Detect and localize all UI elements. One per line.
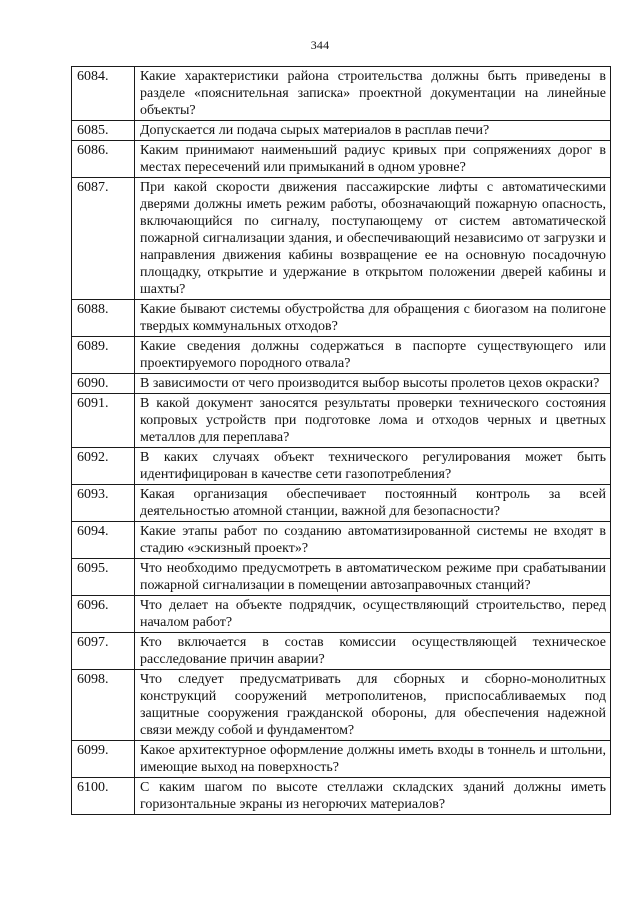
table-row <box>72 596 611 633</box>
question-text: Какая организация обеспечивает постоянный контроль за всей деятельностью атомной станции, важной для безопасности? <box>135 485 611 522</box>
question-text: Что делает на объекте подрядчик, осуществляющий строительство, перед началом работ? <box>135 596 611 633</box>
question-number: 6089. <box>72 337 135 374</box>
question-text: С каким шагом по высоте стеллажи складских зданий должны иметь горизонтальные экраны из негорючих материалов? <box>135 778 611 815</box>
question-number: 6098. <box>72 670 135 741</box>
question-text: Допускается ли подача сырых материалов в расплав печи? <box>135 121 611 141</box>
page-number: 344 <box>310 38 330 52</box>
table-row <box>72 633 611 670</box>
question-text: Что следует предусматривать для сборных и сборно-монолитных конструкций сооружений метрополитенов, приспосабливаемых под защитные сооружения гражданской обороны, для обеспечения надежной связи между собой и фундаментом? <box>135 670 611 741</box>
table-row <box>72 394 611 448</box>
table-row <box>72 485 611 522</box>
question-number: 6094. <box>72 522 135 559</box>
question-number: 6096. <box>72 596 135 633</box>
question-text: Какие характеристики района строительства должны быть приведены в разделе «пояснительная записка» проектной документации на линейные объекты? <box>135 67 611 121</box>
question-number: 6090. <box>72 374 135 394</box>
question-text: Кто включается в состав комиссии осуществляющей техническое расследование причин аварии? <box>135 633 611 670</box>
table-row <box>72 121 611 141</box>
question-number: 6088. <box>72 300 135 337</box>
question-number: 6093. <box>72 485 135 522</box>
question-text: Каким принимают наименьший радиус кривых при сопряжениях дорог в местах пересечений или примыканий в одном уровне? <box>135 141 611 178</box>
table-row <box>72 670 611 741</box>
questions-table-body <box>72 67 611 815</box>
table-row <box>72 522 611 559</box>
question-number: 6092. <box>72 448 135 485</box>
table-row <box>72 337 611 374</box>
question-number: 6086. <box>72 141 135 178</box>
question-number: 6084. <box>72 67 135 121</box>
table-row <box>72 178 611 300</box>
question-number: 6091. <box>72 394 135 448</box>
question-number: 6097. <box>72 633 135 670</box>
question-text: В какой документ заносятся результаты проверки технического состояния копровых устройств при подготовке лома и отходов черных и цветных металлов для переплава? <box>135 394 611 448</box>
question-text: Какие бывают системы обустройства для обращения с биогазом на полигоне твердых коммунальных отходов? <box>135 300 611 337</box>
question-number: 6095. <box>72 559 135 596</box>
question-text: Какое архитектурное оформление должны иметь входы в тоннель и штольни, имеющие выход на поверхность? <box>135 741 611 778</box>
table-row <box>72 741 611 778</box>
questions-table <box>71 66 611 815</box>
question-text: Какие этапы работ по созданию автоматизированной системы не входят в стадию «эскизный проект»? <box>135 522 611 559</box>
table-row <box>72 374 611 394</box>
question-number: 6099. <box>72 741 135 778</box>
question-text: Какие сведения должны содержаться в паспорте существующего или проектируемого породного отвала? <box>135 337 611 374</box>
table-row <box>72 559 611 596</box>
question-text: В каких случаях объект технического регулирования может быть идентифицирован в качестве сети газопотребления? <box>135 448 611 485</box>
question-text: Что необходимо предусмотреть в автоматическом режиме при срабатывании пожарной сигнализации в помещении автозаправочных станций? <box>135 559 611 596</box>
table-row <box>72 448 611 485</box>
question-number: 6085. <box>72 121 135 141</box>
table-row <box>72 778 611 815</box>
question-number: 6087. <box>72 178 135 300</box>
table-row <box>72 141 611 178</box>
question-number: 6100. <box>72 778 135 815</box>
table-row <box>72 67 611 121</box>
question-text: При какой скорости движения пассажирские лифты с автоматическими дверями должны иметь режим работы, обозначающий пожарную опасность, включающийся по сигналу, поступающему от систем автоматической пожарной сигнализации здания, и обеспечивающий независимо от загрузки и направления движения кабины возвращение ее на основную посадочную площадку, открытие и удержание в открытом положении дверей кабины и шахты? <box>135 178 611 300</box>
table-row <box>72 300 611 337</box>
question-text: В зависимости от чего производится выбор высоты пролетов цехов окраски? <box>135 374 611 394</box>
